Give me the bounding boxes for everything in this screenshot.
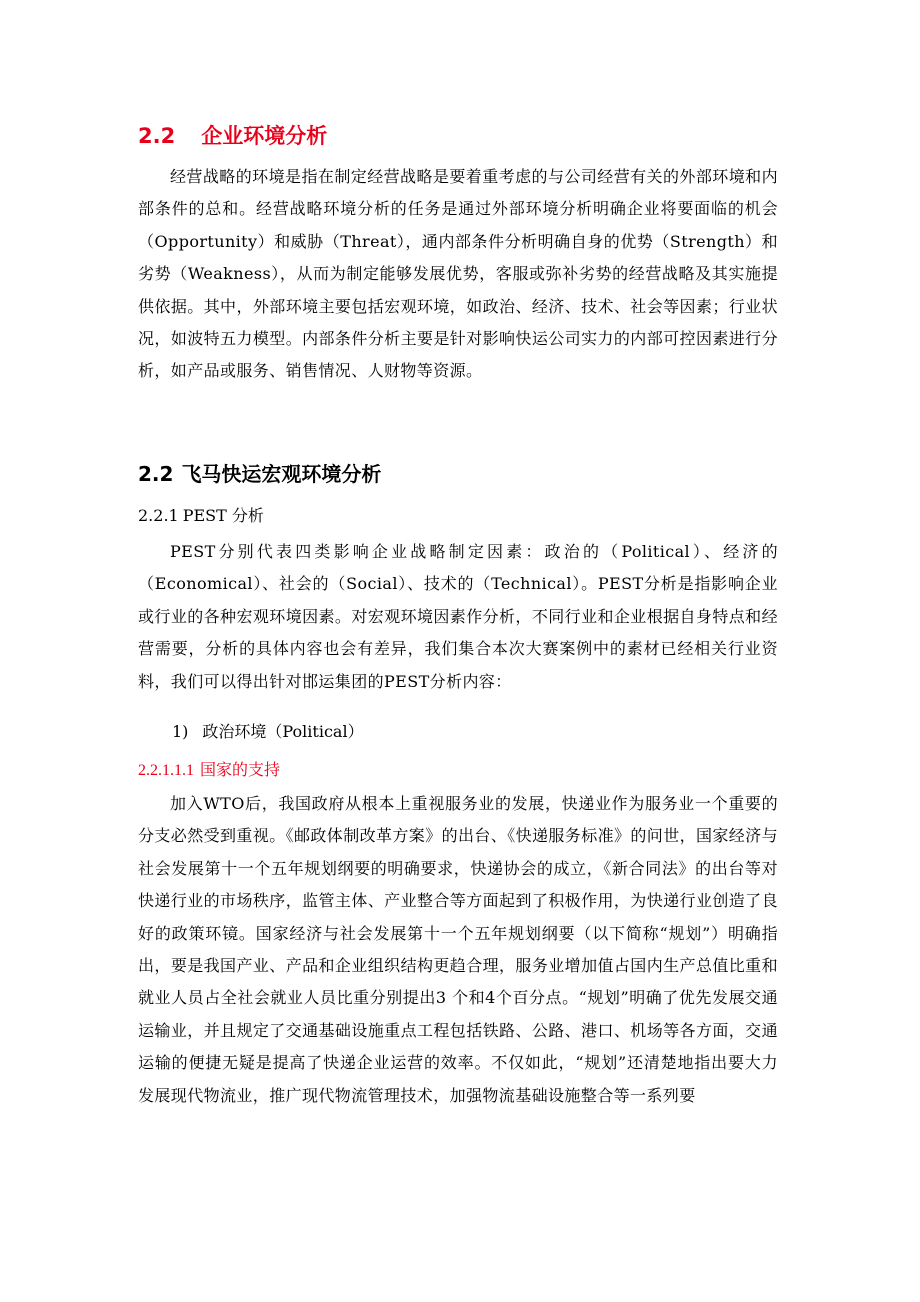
subsection-title: PEST 分析: [182, 506, 264, 525]
section-title: 企业环境分析: [201, 124, 328, 148]
paragraph-pest-definition: PEST分别代表四类影响企业战略制定因素：政治的（Political）、经济的（Economical）、社会的（Social）、技术的（Technical）。PEST分析是指影响企业或行业的各种宏观环境因素。对宏观环境因素作分析，不同行业和企业根据自身特点和经营需要，分析的具体内容也会有差异，我们集合本次大赛案例中的素材已经相关行业资料，我们可以得出针对邯运集团的PEST分析内容：: [138, 542, 778, 691]
section-number: 2.2: [138, 462, 174, 486]
paragraph-national-support: 加入WTO后，我国政府从根本上重视服务业的发展，快递业作为服务业一个重要的分支必然受到重视。《邮政体制改革方案》的出台、《快递服务标准》的问世，国家经济与社会发展第十一个五年规划纲要的明确要求，快递协会的成立，《新合同法》的出台等对快递行业的市场秩序，监管主体、产业整合等方面起到了积极作用，为快递行业创造了良好的政策环镜。国家经济与社会发展第十一个五年规划纲要（以下简称“规划”）明确指出，要是我国产业、产品和企业组织结构更趋合理，服务业增加值占国内生产总值比重和就业人员占全社会就业人员比重分别提出3 个和4个百分点。“规划”明确了优先发展交通运输业，并且规定了交通基础设施重点工程包括铁路、公路、港口、机场等各方面，交通运输的便捷无疑是提高了快递企业运营的效率。不仅如此，“规划”还清楚地指出要大力发展现代物流业，推广现代物流管理技术，加强物流基础设施整合等一系列要: [138, 794, 779, 1105]
subsection-number: 2.2.1: [138, 506, 179, 525]
subsection-heading-2-2-1-pest: [138, 504, 778, 528]
section-title: 飞马快运宏观环境分析: [181, 462, 382, 486]
subsubsection-title: 国家的支持: [200, 760, 281, 779]
list-text: 政治环境（Political）: [202, 722, 364, 741]
section-heading-2-2-macro-environment: [138, 459, 778, 489]
paragraph-business-strategy-environment: 经营战略的环境是指在制定经营战略是要着重考虑的与公司经营有关的外部环境和内部条件的总和。经营战略环境分析的任务是通过外部环境分析明确企业将要面临的机会（Opportunity）和威胁（Threat），通内部条件分析明确自身的优势（Strength）和劣势（Weakness），从而为制定能够发展优势，客服或弥补劣势的经营战略及其实施提供依据。其中，外部环境主要包括宏观环境，如政治、经济、技术、社会等因素；行业状况，如波特五力模型。内部条件分析主要是针对影响快运公司实力的内部可控因素进行分析，如产品或服务、销售情况、人财物等资源。: [138, 167, 778, 381]
subsubsection-number: 2.2.1.1.1: [138, 762, 194, 779]
section-number: 2.2: [138, 124, 176, 148]
subsubsection-heading-national-support: [138, 758, 778, 783]
section-heading-2-2-enterprise-environment: [138, 121, 778, 151]
list-item-political-environment: [172, 720, 812, 744]
list-number: 1): [172, 722, 189, 741]
